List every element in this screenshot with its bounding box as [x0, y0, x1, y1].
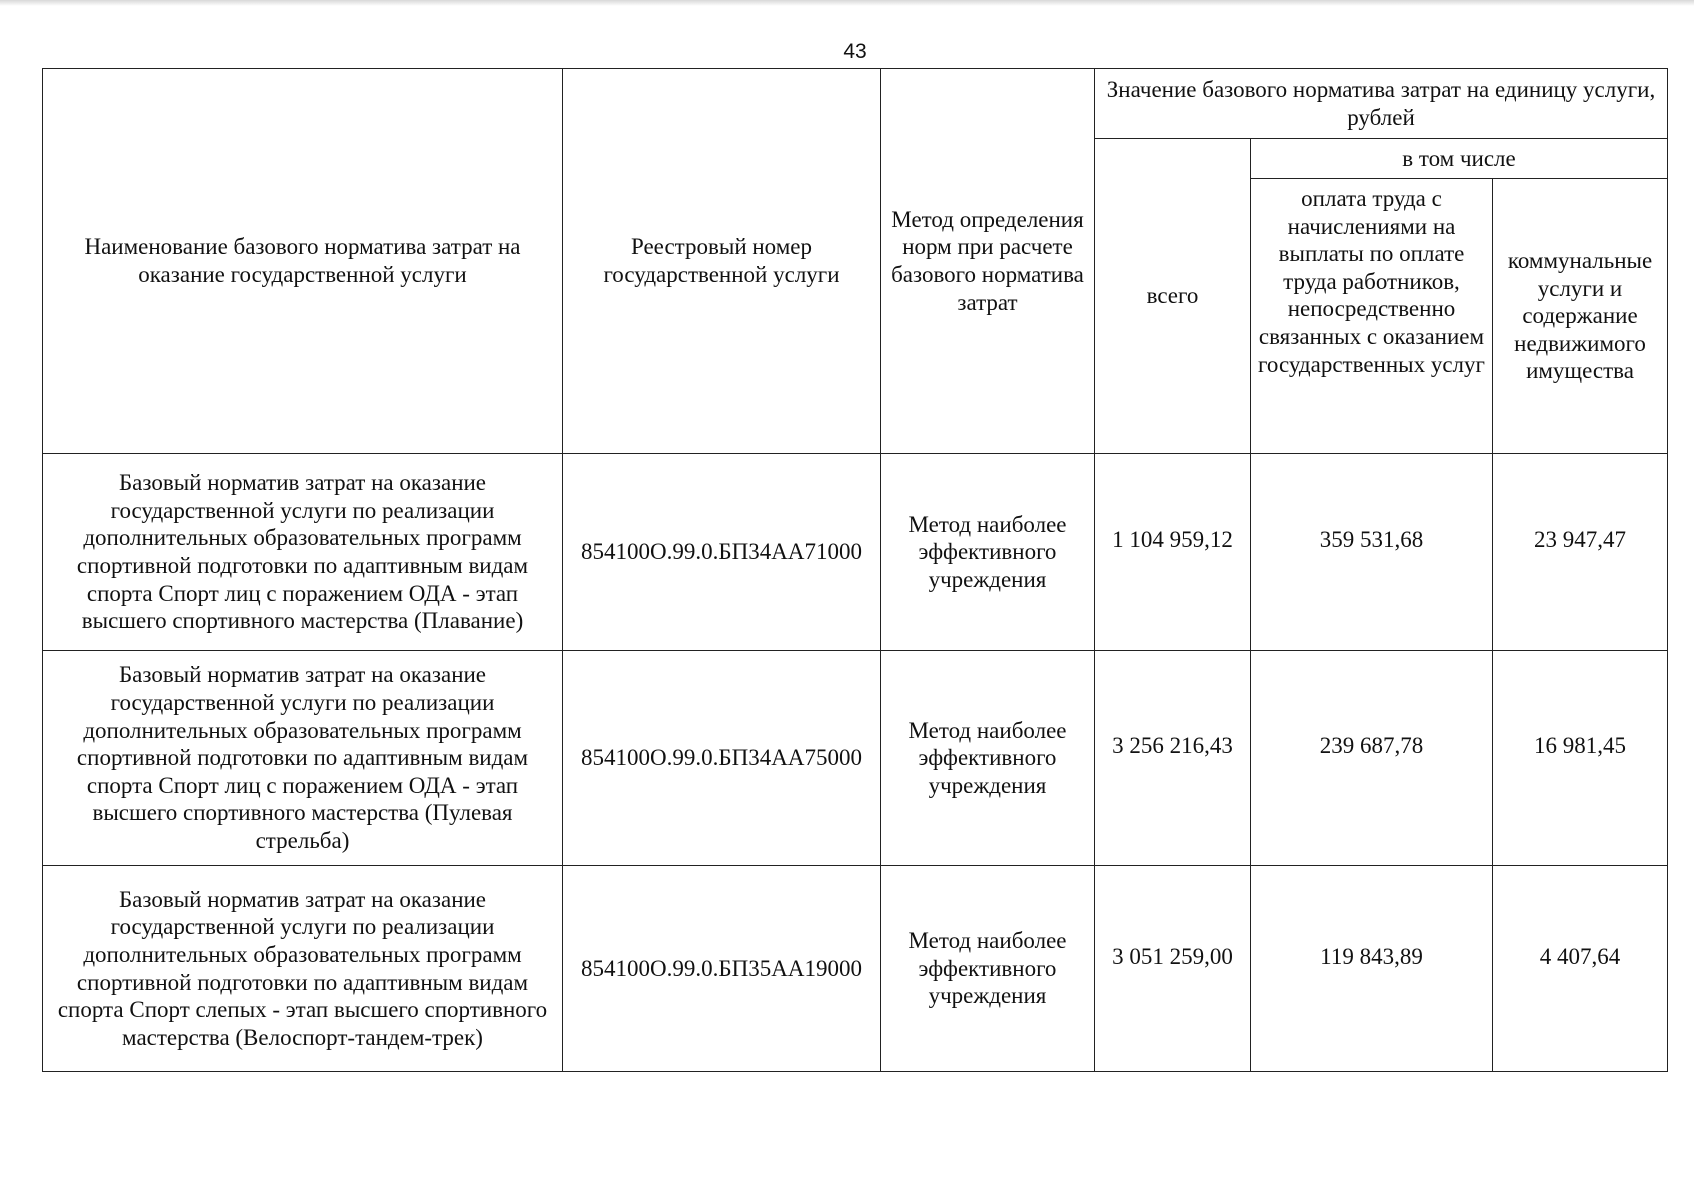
row-utilities-cell: [1493, 651, 1668, 866]
page-number: 43: [843, 40, 867, 63]
row-utilities-cell: [1493, 866, 1668, 1072]
row-utilities: 23 947,47: [1534, 527, 1626, 553]
header-value-group: Значение базового норматива затрат на единицу услуги, рублей: [1095, 69, 1668, 139]
header-including: в том числе: [1251, 139, 1668, 179]
row-labor-cell: [1251, 454, 1493, 651]
header-utilities: коммунальные услуги и содержание недвижимого имущества: [1493, 179, 1668, 454]
scan-edge: [0, 0, 1694, 6]
row-method: Метод наиболее эффективного учреждения: [881, 866, 1095, 1072]
row-labor: 359 531,68: [1319, 527, 1424, 553]
header-registry: Реестровый номер государственной услуги: [563, 69, 881, 454]
row-total: 3 256 216,43: [1112, 733, 1233, 759]
row-method: Метод наиболее эффективного учреждения: [881, 454, 1095, 651]
cost-standards-table: [42, 68, 1668, 1072]
table-row: [43, 454, 1668, 651]
row-total-cell: [1095, 651, 1251, 866]
row-total: 1 104 959,12: [1112, 527, 1233, 553]
row-total-cell: [1095, 866, 1251, 1072]
header-total: всего: [1095, 139, 1251, 454]
row-registry: 854100О.99.0.БП35АА19000: [563, 866, 881, 1072]
row-utilities: 4 407,64: [1539, 943, 1621, 969]
row-name: Базовый норматив затрат на оказание государственной услуги по реализации дополнительных образовательных программ спортивной подготовки по адаптивным видам спорта Спорт лиц с поражением ОДА - этап высшего спортивного мастерства (Пулевая стрельба): [43, 651, 563, 866]
table-row: [43, 866, 1668, 1072]
row-labor-cell: [1251, 651, 1493, 866]
table-row: [43, 651, 1668, 866]
row-name: Базовый норматив затрат на оказание государственной услуги по реализации дополнительных образовательных программ спортивной подготовки по адаптивным видам спорта Спорт слепых - этап высшего спортивного мастерства (Велоспорт-тандем-трек): [43, 866, 563, 1072]
header-method: Метод определения норм при расчете базового норматива затрат: [881, 69, 1095, 454]
row-registry: 854100О.99.0.БП34АА75000: [563, 651, 881, 866]
row-total: 3 051 259,00: [1112, 943, 1233, 969]
header-labor: оплата труда с начислениями на выплаты по оплате труда работников, непосредственно связанных с оказанием государственных услуг: [1251, 179, 1493, 454]
row-utilities: 16 981,45: [1534, 733, 1626, 759]
header-name: Наименование базового норматива затрат на оказание государственной услуги: [43, 69, 563, 454]
row-labor: 239 687,78: [1319, 733, 1424, 759]
row-method: Метод наиболее эффективного учреждения: [881, 651, 1095, 866]
row-total-cell: [1095, 454, 1251, 651]
row-utilities-cell: [1493, 454, 1668, 651]
row-labor: 119 843,89: [1320, 943, 1423, 969]
row-name: Базовый норматив затрат на оказание государственной услуги по реализации дополнительных образовательных программ спортивной подготовки по адаптивным видам спорта Спорт лиц с поражением ОДА - этап высшего спортивного мастерства (Плавание): [43, 454, 563, 651]
row-registry: 854100О.99.0.БП34АА71000: [563, 454, 881, 651]
header-row-1: [43, 69, 1668, 139]
row-labor-cell: [1251, 866, 1493, 1072]
